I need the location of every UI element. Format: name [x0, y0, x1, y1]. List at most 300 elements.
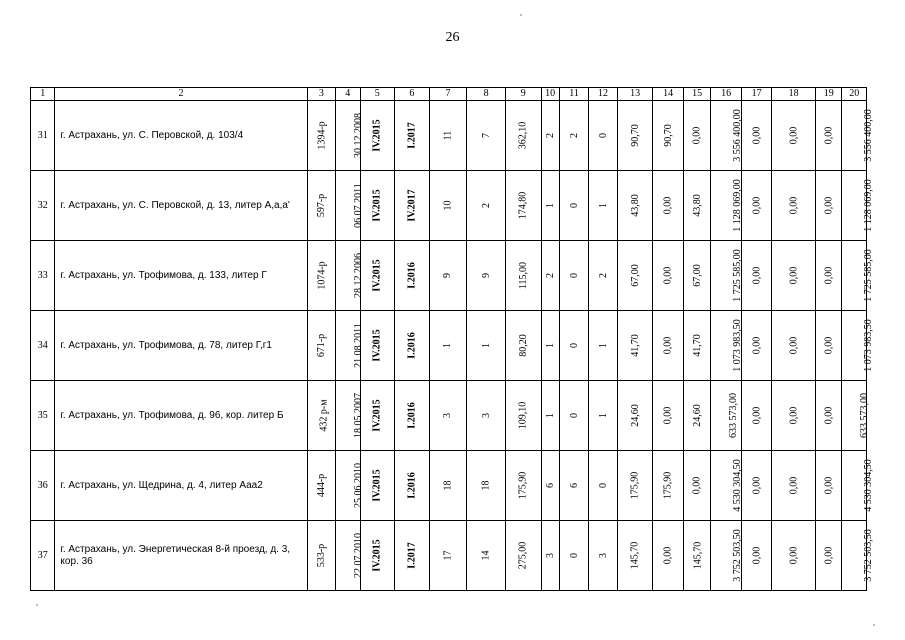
value-cell-col-15 [683, 241, 710, 311]
value-cell-col-20 [842, 241, 875, 311]
column-header: 4 [336, 88, 360, 101]
value-cell-col-7 [429, 521, 467, 591]
value-cell-col-14 [653, 101, 684, 171]
value-cell-col-5 [360, 101, 395, 171]
cell-value: IV.2015 [371, 329, 383, 362]
cell-value: 80,20 [517, 334, 529, 357]
value-cell-col-9 [505, 451, 541, 521]
column-header: 2 [55, 88, 307, 101]
value-cell-col-11 [559, 451, 588, 521]
cell-value: I.2016 [406, 402, 418, 429]
cell-value: 24,60 [629, 404, 641, 427]
value-cell-col-11 [559, 241, 588, 311]
cell-value: 6 [568, 483, 580, 488]
cell-value: 0 [597, 483, 609, 488]
value-cell-col-17 [741, 101, 772, 171]
value-cell-col-3 [307, 311, 335, 381]
row-number-cell: 35 [31, 381, 55, 451]
value-cell-col-20 [842, 451, 875, 521]
value-cell-col-14 [653, 311, 684, 381]
cell-value: 0,00 [751, 476, 763, 495]
value-cell-col-15 [683, 311, 710, 381]
value-cell-col-3 [307, 241, 335, 311]
scan-speck [873, 624, 875, 626]
cell-value: 0,00 [788, 196, 800, 215]
value-cell-col-11 [559, 381, 588, 451]
cell-value: 9 [442, 273, 454, 278]
value-cell-col-5 [360, 171, 395, 241]
table-row [31, 241, 867, 311]
value-cell-col-12 [589, 451, 617, 521]
cell-value: 1 [544, 343, 556, 348]
value-cell-col-10 [541, 311, 559, 381]
cell-value: IV.2015 [371, 119, 383, 152]
value-cell-col-12 [589, 521, 617, 591]
cell-value: 1 [442, 343, 454, 348]
value-cell-col-16 [711, 451, 742, 521]
value-cell-col-7 [429, 171, 467, 241]
value-cell-col-12 [589, 311, 617, 381]
cell-value: 30.12.2008 [353, 113, 365, 158]
value-cell-col-11 [559, 311, 588, 381]
column-header: 3 [307, 88, 335, 101]
cell-value: 0,00 [788, 126, 800, 145]
value-cell-col-8 [467, 521, 506, 591]
cell-value: 432 р-м [318, 399, 330, 432]
column-header: 19 [816, 88, 842, 101]
cell-value: 1 [544, 203, 556, 208]
address-cell: г. Астрахань, ул. Трофимова, д. 133, литер Г [55, 241, 307, 311]
address-cell: г. Астрахань, ул. Энергетическая 8-й проезд, д. 3, кор. 36 [55, 521, 307, 591]
value-cell-col-8 [467, 171, 506, 241]
cell-value: 18 [480, 480, 492, 491]
value-cell-col-7 [429, 311, 467, 381]
column-header: 13 [617, 88, 653, 101]
column-header: 10 [541, 88, 559, 101]
value-cell-col-15 [683, 451, 710, 521]
table-row [31, 521, 867, 591]
cell-value: 0,00 [751, 126, 763, 145]
value-cell-col-13 [617, 381, 653, 451]
value-cell-col-18 [772, 171, 816, 241]
cell-value: 3 752 503,50 [732, 529, 744, 582]
cell-value: IV.2017 [406, 189, 418, 222]
cell-value: 0,00 [823, 336, 835, 355]
value-cell-col-4 [336, 241, 365, 311]
column-header: 6 [395, 88, 430, 101]
cell-value: I.2016 [406, 472, 418, 499]
table-row [31, 451, 867, 521]
cell-value: I.2017 [406, 122, 418, 149]
cell-value: 1 [480, 343, 492, 348]
value-cell-col-8 [467, 101, 506, 171]
value-cell-col-4 [336, 311, 364, 381]
column-header: 7 [429, 88, 467, 101]
value-cell-col-18 [772, 451, 816, 521]
value-cell-col-20 [842, 521, 875, 591]
cell-value: 1 [597, 343, 609, 348]
cell-value: 0,00 [788, 406, 800, 425]
value-cell-col-10 [541, 241, 559, 311]
value-cell-col-14 [653, 521, 684, 591]
cell-value: 67,00 [691, 264, 703, 287]
column-header: 18 [772, 88, 816, 101]
cell-value: 0,00 [662, 406, 674, 425]
value-cell-col-10 [541, 171, 559, 241]
value-cell-col-4 [336, 171, 364, 241]
cell-value: 2 [480, 203, 492, 208]
cell-value: 24,60 [691, 404, 703, 427]
value-cell-col-3 [307, 171, 335, 241]
value-cell-col-5 [360, 241, 395, 311]
cell-value: 0,00 [788, 266, 800, 285]
value-cell-col-10 [541, 381, 559, 451]
scan-speck [520, 14, 522, 16]
value-cell-col-6 [395, 171, 430, 241]
row-number-cell: 32 [31, 171, 55, 241]
cell-value: 2 [544, 273, 556, 278]
cell-value: 0,00 [662, 546, 674, 565]
cell-value: 0 [597, 133, 609, 138]
value-cell-col-20 [842, 311, 875, 381]
value-cell-col-15 [683, 101, 710, 171]
cell-value: 1 [597, 203, 609, 208]
cell-value: 175,90 [517, 471, 529, 500]
row-number-cell: 31 [31, 101, 55, 171]
value-cell-col-4 [336, 101, 365, 171]
value-cell-col-9 [505, 171, 541, 241]
cell-value: 0,00 [823, 406, 835, 425]
column-header: 16 [711, 88, 742, 101]
cell-value: 3 [442, 413, 454, 418]
cell-value: 175,90 [629, 471, 641, 500]
value-cell-col-8 [467, 241, 506, 311]
value-cell-col-13 [617, 521, 653, 591]
cell-value: 3 [544, 553, 556, 558]
address-cell: г. Астрахань, ул. Щедрина, д. 4, литер Ааа2 [55, 451, 307, 521]
cell-value: 22.07.2010 [353, 533, 365, 578]
cell-value: IV.2015 [371, 399, 383, 432]
value-cell-col-4 [336, 451, 365, 521]
row-number-cell: 37 [31, 521, 55, 591]
value-cell-col-9 [505, 241, 541, 311]
value-cell-col-6 [395, 521, 430, 591]
value-cell-col-19 [816, 171, 842, 241]
value-cell-col-12 [589, 381, 617, 451]
column-header: 8 [467, 88, 506, 101]
cell-value: 41,70 [629, 334, 641, 357]
cell-value: 43,80 [691, 194, 703, 217]
cell-value: IV.2015 [371, 189, 383, 222]
value-cell-col-5 [360, 311, 395, 381]
cell-value: 18 [442, 480, 454, 491]
value-cell-col-17 [741, 311, 772, 381]
row-number-cell: 33 [31, 241, 55, 311]
value-cell-col-12 [589, 101, 617, 171]
cell-value: 109,10 [517, 401, 529, 430]
value-cell-col-18 [772, 101, 816, 171]
row-number-cell: 36 [31, 451, 55, 521]
cell-value: 41,70 [691, 334, 703, 357]
cell-value: 0 [568, 553, 580, 558]
value-cell-col-10 [541, 521, 559, 591]
value-cell-col-18 [772, 381, 816, 451]
cell-value: 0,00 [751, 406, 763, 425]
value-cell-col-16 [711, 171, 742, 241]
cell-value: 06.07.2011 [352, 183, 364, 228]
value-cell-col-14 [653, 171, 684, 241]
cell-value: 0,00 [662, 266, 674, 285]
cell-value: 633 573,00 [728, 393, 740, 438]
cell-value: 3 [480, 413, 492, 418]
row-number-cell: 34 [31, 311, 55, 381]
value-cell-col-19 [816, 451, 842, 521]
column-header: 14 [653, 88, 684, 101]
cell-value: 43,80 [629, 194, 641, 217]
cell-value: I.2016 [406, 262, 418, 289]
cell-value: 0,00 [788, 336, 800, 355]
value-cell-col-10 [541, 101, 559, 171]
registry-table [30, 87, 875, 591]
cell-value: 1 073 983,50 [732, 319, 744, 372]
cell-value: I.2016 [406, 332, 418, 359]
value-cell-col-15 [683, 381, 710, 451]
cell-value: 0 [568, 273, 580, 278]
column-header: 5 [360, 88, 395, 101]
cell-value: 1394-р [316, 121, 328, 150]
value-cell-col-5 [360, 381, 395, 451]
value-cell-col-20 [842, 101, 875, 171]
cell-value: 275,00 [517, 541, 529, 570]
cell-value: 1 128 069,00 [863, 179, 875, 232]
value-cell-col-4 [336, 521, 365, 591]
cell-value: 0,00 [823, 546, 835, 565]
cell-value: 2 [544, 133, 556, 138]
cell-value: 2 [568, 133, 580, 138]
table-body [31, 101, 875, 591]
cell-value: 174,80 [517, 191, 529, 220]
value-cell-col-16 [711, 241, 742, 311]
cell-value: 362,10 [517, 121, 529, 150]
value-cell-col-14 [653, 241, 684, 311]
value-cell-col-10 [541, 451, 559, 521]
table-row [31, 311, 867, 381]
value-cell-col-4 [336, 381, 365, 451]
cell-value: 0,00 [751, 196, 763, 215]
value-cell-col-7 [429, 101, 467, 171]
cell-value: 0 [568, 413, 580, 418]
cell-value: 6 [544, 483, 556, 488]
value-cell-col-3 [307, 381, 335, 451]
value-cell-col-14 [653, 381, 684, 451]
value-cell-col-8 [467, 451, 506, 521]
value-cell-col-19 [816, 241, 842, 311]
cell-value: 1 725 585,00 [863, 249, 875, 302]
cell-value: 175,90 [662, 471, 674, 500]
cell-value: 0,00 [662, 336, 674, 355]
cell-value: 14 [480, 550, 492, 561]
cell-value: 17 [442, 550, 454, 561]
column-header: 9 [505, 88, 541, 101]
cell-value: 1 [597, 413, 609, 418]
value-cell-col-17 [741, 521, 772, 591]
cell-value: 0,00 [751, 546, 763, 565]
cell-value: 671-р [315, 333, 327, 358]
cell-value: 90,70 [662, 124, 674, 147]
cell-value: 1074-р [316, 261, 328, 290]
cell-value: 0,00 [788, 476, 800, 495]
cell-value: 0 [568, 343, 580, 348]
cell-value: 1 725 585,00 [732, 249, 744, 302]
cell-value: 633 573,00 [859, 393, 871, 438]
value-cell-col-16 [711, 311, 742, 381]
value-cell-col-3 [307, 451, 335, 521]
value-cell-col-18 [772, 241, 816, 311]
cell-value: 2 [597, 273, 609, 278]
value-cell-col-12 [589, 171, 617, 241]
value-cell-col-6 [395, 381, 430, 451]
value-cell-col-19 [816, 101, 842, 171]
value-cell-col-16 [711, 101, 742, 171]
value-cell-col-3 [307, 521, 335, 591]
cell-value: 10 [442, 200, 454, 211]
value-cell-col-17 [741, 381, 772, 451]
value-cell-col-11 [559, 101, 588, 171]
column-header: 20 [842, 88, 867, 101]
value-cell-col-13 [617, 171, 653, 241]
address-cell: г. Астрахань, ул. С. Перовской, д. 13, литер А,а,а' [55, 171, 307, 241]
cell-value: 4 530 304,50 [863, 459, 875, 512]
address-cell: г. Астрахань, ул. Трофимова, д. 96, кор. литер Б [55, 381, 307, 451]
value-cell-col-6 [395, 451, 430, 521]
table-row [31, 171, 867, 241]
cell-value: 0 [568, 203, 580, 208]
value-cell-col-18 [772, 521, 816, 591]
value-cell-col-15 [683, 521, 710, 591]
cell-value: 3 556 400,00 [732, 109, 744, 162]
value-cell-col-19 [816, 311, 842, 381]
value-cell-col-9 [505, 101, 541, 171]
cell-value: 0,00 [823, 476, 835, 495]
column-header: 11 [559, 88, 588, 101]
value-cell-col-16 [711, 381, 742, 451]
scan-speck [36, 604, 38, 606]
cell-value: 0,00 [823, 126, 835, 145]
cell-value: 21.08.2011 [352, 323, 364, 368]
cell-value: 3 556 400,00 [863, 109, 875, 162]
value-cell-col-13 [617, 101, 653, 171]
table-row [31, 101, 867, 171]
value-cell-col-15 [683, 171, 710, 241]
cell-value: 1 128 069,00 [732, 179, 744, 232]
value-cell-col-8 [467, 381, 506, 451]
value-cell-col-9 [505, 521, 541, 591]
cell-value: 0,00 [691, 476, 703, 495]
cell-value: 597-р [315, 193, 327, 218]
value-cell-col-17 [741, 171, 772, 241]
value-cell-col-5 [360, 451, 395, 521]
table-row [31, 381, 867, 451]
cell-value: 533-р [315, 543, 327, 568]
cell-value: 90,70 [629, 124, 641, 147]
cell-value: 9 [480, 273, 492, 278]
value-cell-col-13 [617, 311, 653, 381]
value-cell-col-6 [395, 311, 430, 381]
column-header: 15 [683, 88, 710, 101]
value-cell-col-20 [842, 381, 871, 451]
value-cell-col-13 [617, 241, 653, 311]
cell-value: 67,00 [629, 264, 641, 287]
value-cell-col-12 [589, 241, 617, 311]
value-cell-col-14 [653, 451, 684, 521]
cell-value: 444-р [315, 473, 327, 498]
cell-value: 28.12.2006 [353, 253, 365, 298]
cell-value: 1 [544, 413, 556, 418]
header-row [31, 88, 867, 101]
value-cell-col-11 [559, 521, 588, 591]
cell-value: IV.2015 [371, 259, 383, 292]
value-cell-col-9 [505, 311, 541, 381]
value-cell-col-6 [395, 241, 430, 311]
cell-value: 3 752 503,50 [863, 529, 875, 582]
value-cell-col-5 [360, 521, 395, 591]
value-cell-col-7 [429, 241, 467, 311]
value-cell-col-9 [505, 381, 541, 451]
cell-value: 145,70 [629, 541, 641, 570]
value-cell-col-13 [617, 451, 653, 521]
value-cell-col-17 [741, 241, 772, 311]
value-cell-col-3 [307, 101, 335, 171]
page-number: 26 [445, 30, 460, 45]
address-cell: г. Астрахань, ул. Трофимова, д. 78, литер Г,г1 [55, 311, 307, 381]
value-cell-col-19 [816, 521, 842, 591]
cell-value: 0,00 [751, 266, 763, 285]
value-cell-col-16 [711, 521, 742, 591]
column-header: 1 [31, 88, 55, 101]
cell-value: 1 073 983,50 [863, 319, 875, 372]
cell-value: 3 [597, 553, 609, 558]
cell-value: 0,00 [823, 196, 835, 215]
cell-value: IV.2015 [371, 469, 383, 502]
column-header: 17 [741, 88, 772, 101]
cell-value: 25.06.2010 [353, 463, 365, 508]
cell-value: 0,00 [823, 266, 835, 285]
value-cell-col-19 [816, 381, 842, 451]
value-cell-col-6 [395, 101, 430, 171]
address-cell: г. Астрахань, ул. С. Перовской, д. 103/4 [55, 101, 307, 171]
cell-value: 7 [480, 133, 492, 138]
column-header: 12 [589, 88, 617, 101]
cell-value: 0,00 [691, 126, 703, 145]
cell-value: 4 530 304,50 [732, 459, 744, 512]
cell-value: 115,00 [517, 261, 529, 290]
cell-value: 0,00 [662, 196, 674, 215]
value-cell-col-7 [429, 451, 467, 521]
value-cell-col-20 [842, 171, 875, 241]
cell-value: 0,00 [751, 336, 763, 355]
cell-value: 0,00 [788, 546, 800, 565]
value-cell-col-17 [741, 451, 772, 521]
value-cell-col-11 [559, 171, 588, 241]
cell-value: I.2017 [406, 542, 418, 569]
cell-value: IV.2015 [371, 539, 383, 572]
cell-value: 18.05.2007 [353, 393, 365, 438]
cell-value: 11 [442, 130, 454, 141]
value-cell-col-7 [429, 381, 467, 451]
cell-value: 145,70 [692, 541, 704, 570]
value-cell-col-18 [772, 311, 816, 381]
value-cell-col-8 [467, 311, 506, 381]
